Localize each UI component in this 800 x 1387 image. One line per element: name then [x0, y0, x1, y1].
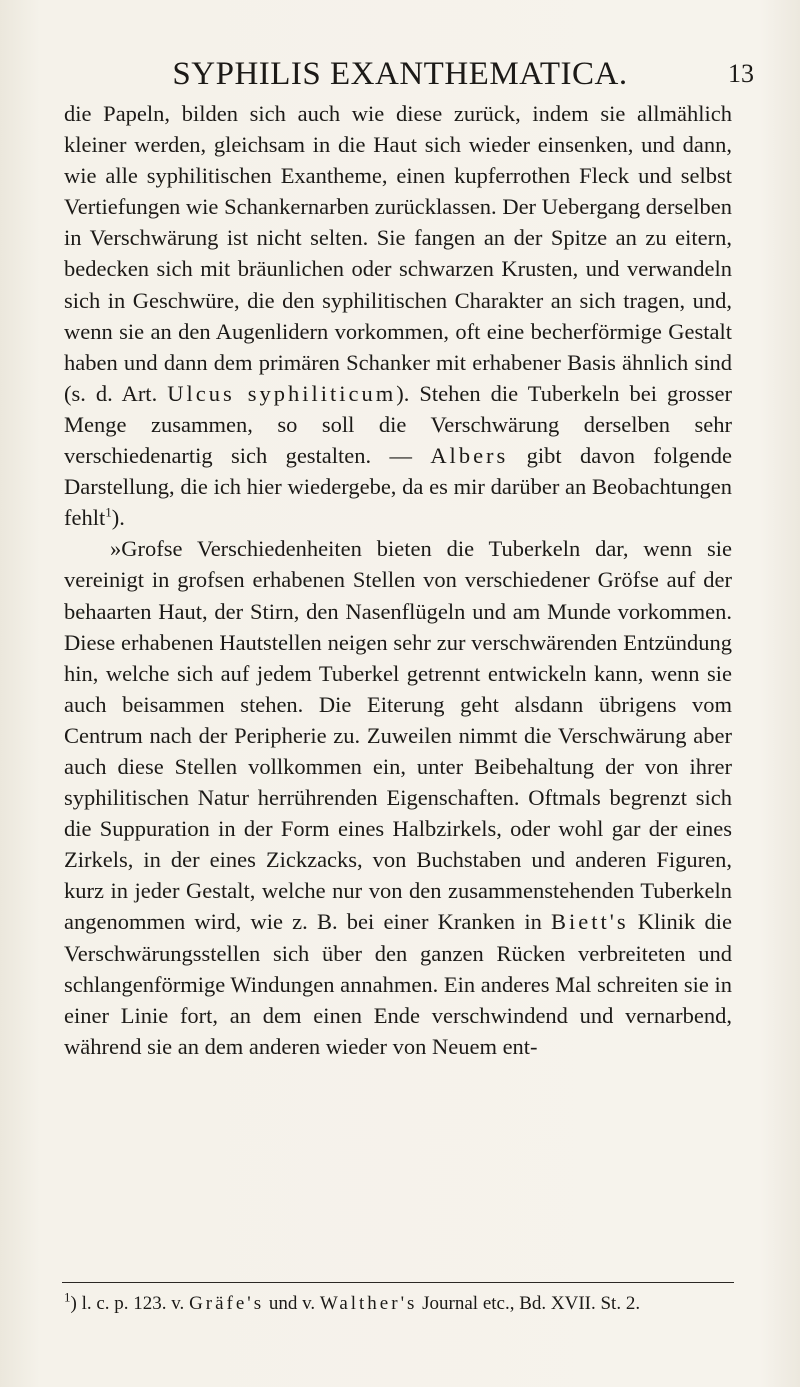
- footnote-divider: [62, 1282, 734, 1283]
- footnote-text-c: Journal etc., Bd. XVII. St. 2.: [417, 1293, 641, 1314]
- running-head: [60, 52, 760, 96]
- running-title: SYPHILIS EXANTHEMATICA.: [172, 56, 628, 92]
- footnote-name-graefe: Gräfe's: [189, 1293, 265, 1314]
- paragraph-1-text-b: ). Stehen die Tuberkeln bei grosser Menge zusammen, so soll die Verschwärung derselben sehr verschiedenartig sich gestalten. —: [64, 380, 732, 469]
- page-number: 13: [728, 59, 754, 88]
- footnote-name-walther: Walther's: [319, 1293, 418, 1314]
- paragraph-1-text-a: die Papeln, bilden sich auch wie diese zurück, indem sie allmählich kleiner werden, gleichsam in die Haut sich wieder einsenken, und dann, wie alle syphilitischen Exantheme, einen kupferrothen Fleck und selbst Vertiefungen wie Schankernarben zurücklassen. Der Uebergang derselben in Verschwärung ist nicht selten. Sie fangen an der Spitze an zu eitern, bedecken sich mit bräunlichen oder schwarzen Krusten, und verwandeln sich in Geschwüre, die den syphilitischen Charakter an sich tragen, und, wenn sie an den Augenlidern vorkommen, oft eine becherförmige Gestalt haben und dann dem primären Schanker mit erhabener Basis ähnlich sind (s. d. Art.: [64, 101, 732, 406]
- paragraph-1-text-d: ).: [111, 505, 125, 531]
- author-albers: Albers: [430, 443, 509, 469]
- paragraph-2-text-a: »Grofse Verschiedenheiten bieten die Tuberkeln dar, wenn sie vereinigt in grofsen erhabenen Stellen von verschiedener Gröfse auf der behaarten Haut, der Stirn, den Nasenflügeln und am Munde vorkommen. Diese erhabenen Hautstellen neigen sehr zur verschwärenden Entzündung hin, welche sich auf jedem Tuberkel getrennt entwickeln kann, wenn sie auch beisammen stehen. Die Eiterung geht alsdann übrigens vom Centrum nach der Peripherie zu. Zuweilen nimmt die Verschwärung aber auch diese Stellen vollkommen ein, unter Beibehaltung der von ihrer syphilitischen Natur herrührenden Eigenschaften. Oftmals begrenzt sich die Suppuration in der Form eines Halbzirkels, oder wohl gar der eines Zirkels, in der eines Zickzacks, von Buchstaben und anderen Figuren, kurz in jeder Gestalt, welche nur von den zusammenstehenden Tuberkeln angenommen wird, wie z. B. bei einer Kranken in: [64, 536, 732, 935]
- footnote-mark: 1: [64, 1289, 71, 1305]
- name-biett: Biett's: [551, 909, 629, 935]
- paragraph-1: [64, 98, 732, 533]
- footnote-text-a: ) l. c. p. 123. v.: [70, 1293, 190, 1314]
- footnote-text-b: und v.: [264, 1293, 320, 1314]
- paragraph-1-text-c: gibt davon folgende Darstellung, die ich hier wiedergebe, da es mir darüber an Beobachtungen fehlt: [64, 443, 732, 531]
- term-ulcus-syphiliticum: Ulcus syphiliticum: [167, 380, 397, 406]
- paragraph-2-text-b: Klinik die Verschwärungsstellen sich über den ganzen Rücken verbreiteten und schlangenförmige Windungen annahmen. Ein anderes Mal schreiten sie in einer Linie fort, an dem einen Ende verschwindend und vernarbend, während sie an dem anderen wieder von Neuem ent-: [64, 909, 733, 1059]
- body-text: [64, 98, 732, 1062]
- footnote: [64, 1290, 732, 1317]
- footnote-reference[interactable]: 1: [105, 504, 112, 520]
- paragraph-2-quotation: [64, 533, 732, 1062]
